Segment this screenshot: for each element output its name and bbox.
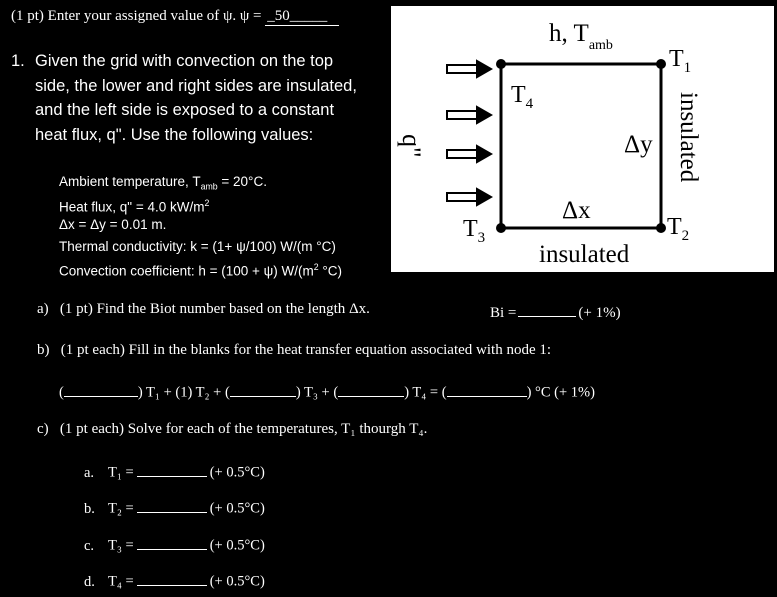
eq-term-t4: ) T₄ = ( xyxy=(404,384,447,401)
node-3-label: $T_3$ xyxy=(463,216,486,246)
heat-flux: Heat flux, q" = 4.0 $kW/m^2$ xyxy=(59,197,210,214)
right-insulated-label: insulated xyxy=(675,92,702,183)
problem-line: Given the grid with convection on the top xyxy=(35,52,334,70)
item-tolerance: (+ 0.5°C) xyxy=(209,537,265,554)
item-tolerance: (+ 0.5°C) xyxy=(209,573,265,590)
part-c-label: c) xyxy=(37,421,49,437)
part-a-label: a) xyxy=(37,301,49,317)
grid-spacing: Δx = Δy = 0.01 m. xyxy=(59,217,167,232)
eq-term-t3: ) T₃ + ( xyxy=(295,384,339,401)
arrow-icon xyxy=(447,146,491,162)
t4-input[interactable] xyxy=(137,570,207,586)
part-b xyxy=(37,342,551,359)
arrow-icon xyxy=(447,189,491,205)
eq-term-t1: ) T₁ + (1) T₂ + ( xyxy=(137,384,230,401)
item-tolerance: (+ 0.5°C) xyxy=(209,464,265,481)
problem-number: 1. xyxy=(11,52,25,70)
t1-input[interactable] xyxy=(137,461,207,477)
item-letter: b. xyxy=(84,500,95,517)
item-letter: d. xyxy=(84,573,95,590)
temp-answer-row xyxy=(84,461,265,482)
node-1-label: $T_1$ xyxy=(669,46,692,76)
coef-t1-input[interactable] xyxy=(64,381,138,397)
rhs-input[interactable] xyxy=(447,381,527,397)
t3-input[interactable] xyxy=(137,534,207,550)
problem-line: and the left side is exposed to a constant xyxy=(35,101,335,119)
part-c-text: (1 pt each) Solve for each of the temperatures, T₁ thourgh T₄. xyxy=(59,421,428,437)
temp-answer-row xyxy=(84,534,265,555)
assignment-header xyxy=(11,8,339,26)
bottom-insulated-label: insulated xyxy=(539,241,630,268)
node-1-dot xyxy=(656,59,666,69)
heat-flux-arrows xyxy=(447,61,491,205)
temp-answer-row xyxy=(84,570,265,591)
problem-line: heat flux, q". Use the following values: xyxy=(35,125,314,144)
grid-diagram xyxy=(391,6,774,272)
problem-statement xyxy=(11,49,381,147)
part-c xyxy=(37,421,427,438)
eq-end: ) °C (+ 1%) xyxy=(526,384,595,401)
psi-value-field[interactable]: _50_____ xyxy=(265,8,339,26)
grid-diagram-svg xyxy=(391,6,774,272)
convection-coefficient: Convection coefficient: h = (100 + ψ) $W/(m^2$ °C) xyxy=(59,262,343,279)
dy-label: Δy xyxy=(624,131,653,158)
node-2-dot xyxy=(656,223,666,233)
node-4-dot xyxy=(496,59,506,69)
node-2-label: $T_2$ xyxy=(667,214,690,244)
item-var: T₃ = xyxy=(108,537,134,554)
dx-label: Δx xyxy=(562,197,591,224)
ambient-temperature: Ambient temperature, $T_{amb} = 20^\circ C$. xyxy=(59,174,267,192)
part-a-text: (1 pt) Find the Biot number based on the length Δx. xyxy=(59,301,370,317)
biot-answer xyxy=(490,301,621,322)
item-var: T₁ = xyxy=(108,464,134,481)
item-var: T₄ = xyxy=(108,573,134,590)
top-label: h, $T_{amb}$ xyxy=(549,20,613,53)
part-b-label: b) xyxy=(37,342,50,358)
node1-equation xyxy=(59,381,595,402)
header-prefix: (1 pt) Enter your assigned value of ψ. ψ = xyxy=(11,8,266,24)
thermal-conductivity: Thermal conductivity: k = (1+ ψ/100) W/(m °C) xyxy=(59,238,336,254)
item-letter: a. xyxy=(84,464,95,481)
problem-line: side, the lower and right sides are insulated, xyxy=(35,76,357,95)
part-b-text: (1 pt each) Fill in the blanks for the heat transfer equation associated with node 1: xyxy=(60,342,552,358)
item-tolerance: (+ 0.5°C) xyxy=(209,500,265,517)
coef-t4-input[interactable] xyxy=(338,381,404,397)
node-3-dot xyxy=(496,223,506,233)
item-letter: c. xyxy=(84,537,95,554)
biot-tolerance: (+ 1%) xyxy=(578,305,621,321)
biot-label: Bi = xyxy=(490,305,517,321)
flux-label: q" xyxy=(397,134,426,158)
arrow-icon xyxy=(447,61,491,77)
arrow-icon xyxy=(447,107,491,123)
given-values xyxy=(59,171,342,279)
part-a xyxy=(37,301,370,318)
item-var: T₂ = xyxy=(108,500,134,517)
node-4-label: $T_4$ xyxy=(511,82,534,112)
temp-answer-row xyxy=(84,497,265,518)
coef-t3-input[interactable] xyxy=(230,381,296,397)
eq-paren: ( xyxy=(59,384,64,401)
t2-input[interactable] xyxy=(137,497,207,513)
biot-input[interactable] xyxy=(518,301,576,317)
